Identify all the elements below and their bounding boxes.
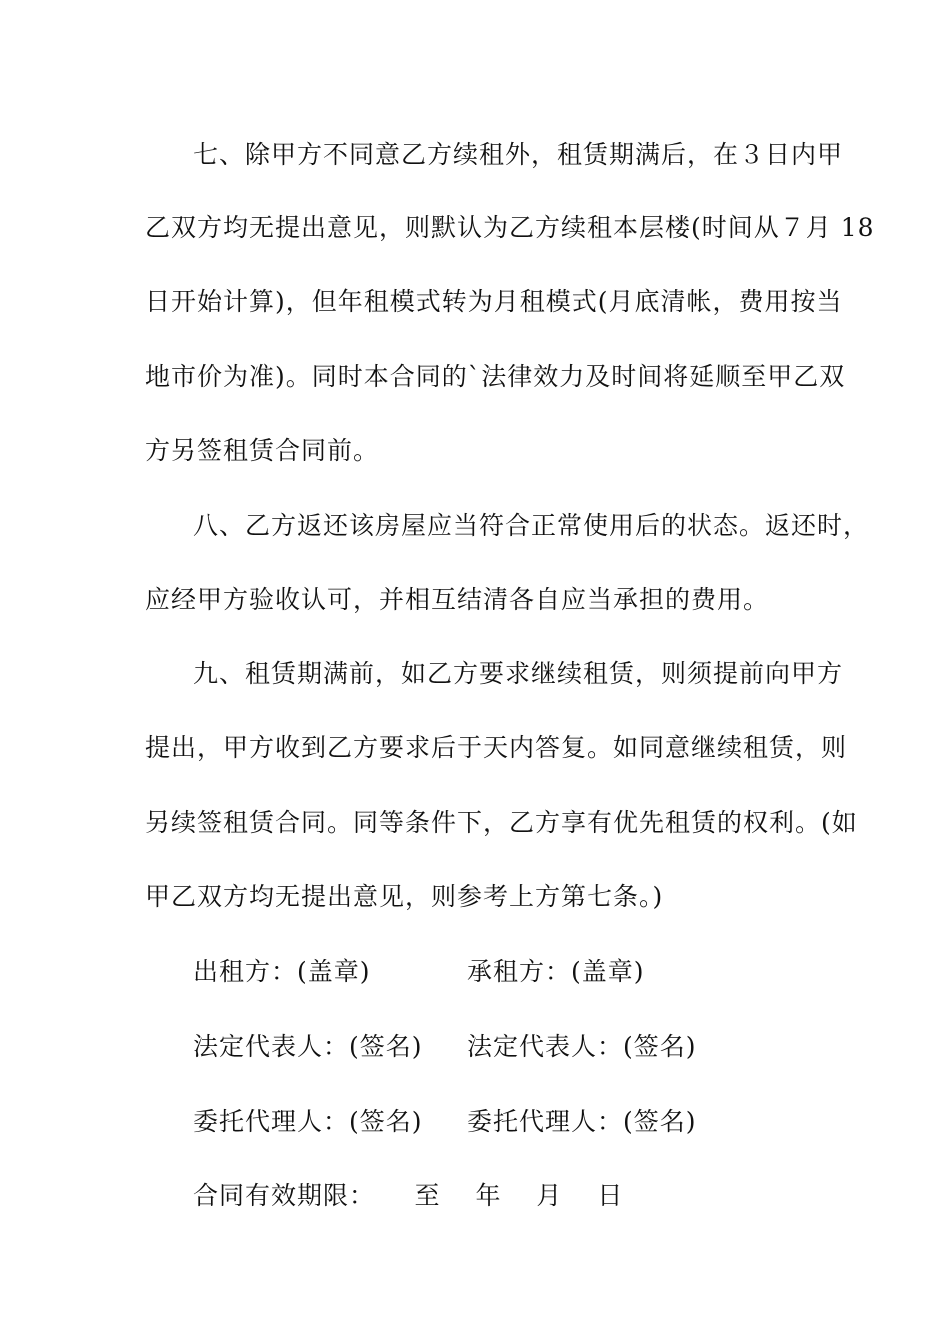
clause-nine-line-2: 提出，甲方收到乙方要求后于天内答复。如同意继续租赁，则 [145,733,848,762]
clause-nine-line-3: 另续签租赁合同。同等条件下，乙方享有优先租赁的权利。(如 [145,808,858,837]
lessee-legal-rep: 法定代表人：(签名) [467,1032,697,1061]
clause-seven-line-1: 七、除甲方不同意乙方续租外，租赁期满后，在３日内甲 [193,140,844,169]
clause-eight-line-1: 八、乙方返还该房屋应当符合正常使用后的状态。返还时， [193,511,870,540]
clause-seven-line-4: 地市价为准)。同时本合同的`法律效力及时间将延顺至甲乙双 [145,362,846,391]
contract-validity: 合同有效期限： 至 年 月 日 [193,1181,624,1210]
lessor-seal: 出租方：(盖章) [193,957,371,986]
lessee-agent: 委托代理人：(签名) [467,1107,697,1136]
clause-nine-line-4: 甲乙双方均无提出意见，则参考上方第七条。) [145,882,664,911]
lessor-legal-rep: 法定代表人：(签名) [193,1032,423,1061]
clause-seven-line-3: 日开始计算)，但年租模式转为月租模式(月底清帐，费用按当 [145,287,843,316]
clause-eight-line-2: 应经甲方验收认可，并相互结清各自应当承担的费用。 [145,585,770,614]
lessee-seal: 承租方：(盖章) [467,957,645,986]
clause-nine-line-1: 九、租赁期满前，如乙方要求继续租赁，则须提前向甲方 [193,659,844,688]
clause-seven-line-2: 乙双方均无提出意见，则默认为乙方续租本层楼(时间从７月 18 [145,213,875,242]
clause-seven-line-5: 方另签租赁合同前。 [145,436,380,465]
lessor-agent: 委托代理人：(签名) [193,1107,423,1136]
